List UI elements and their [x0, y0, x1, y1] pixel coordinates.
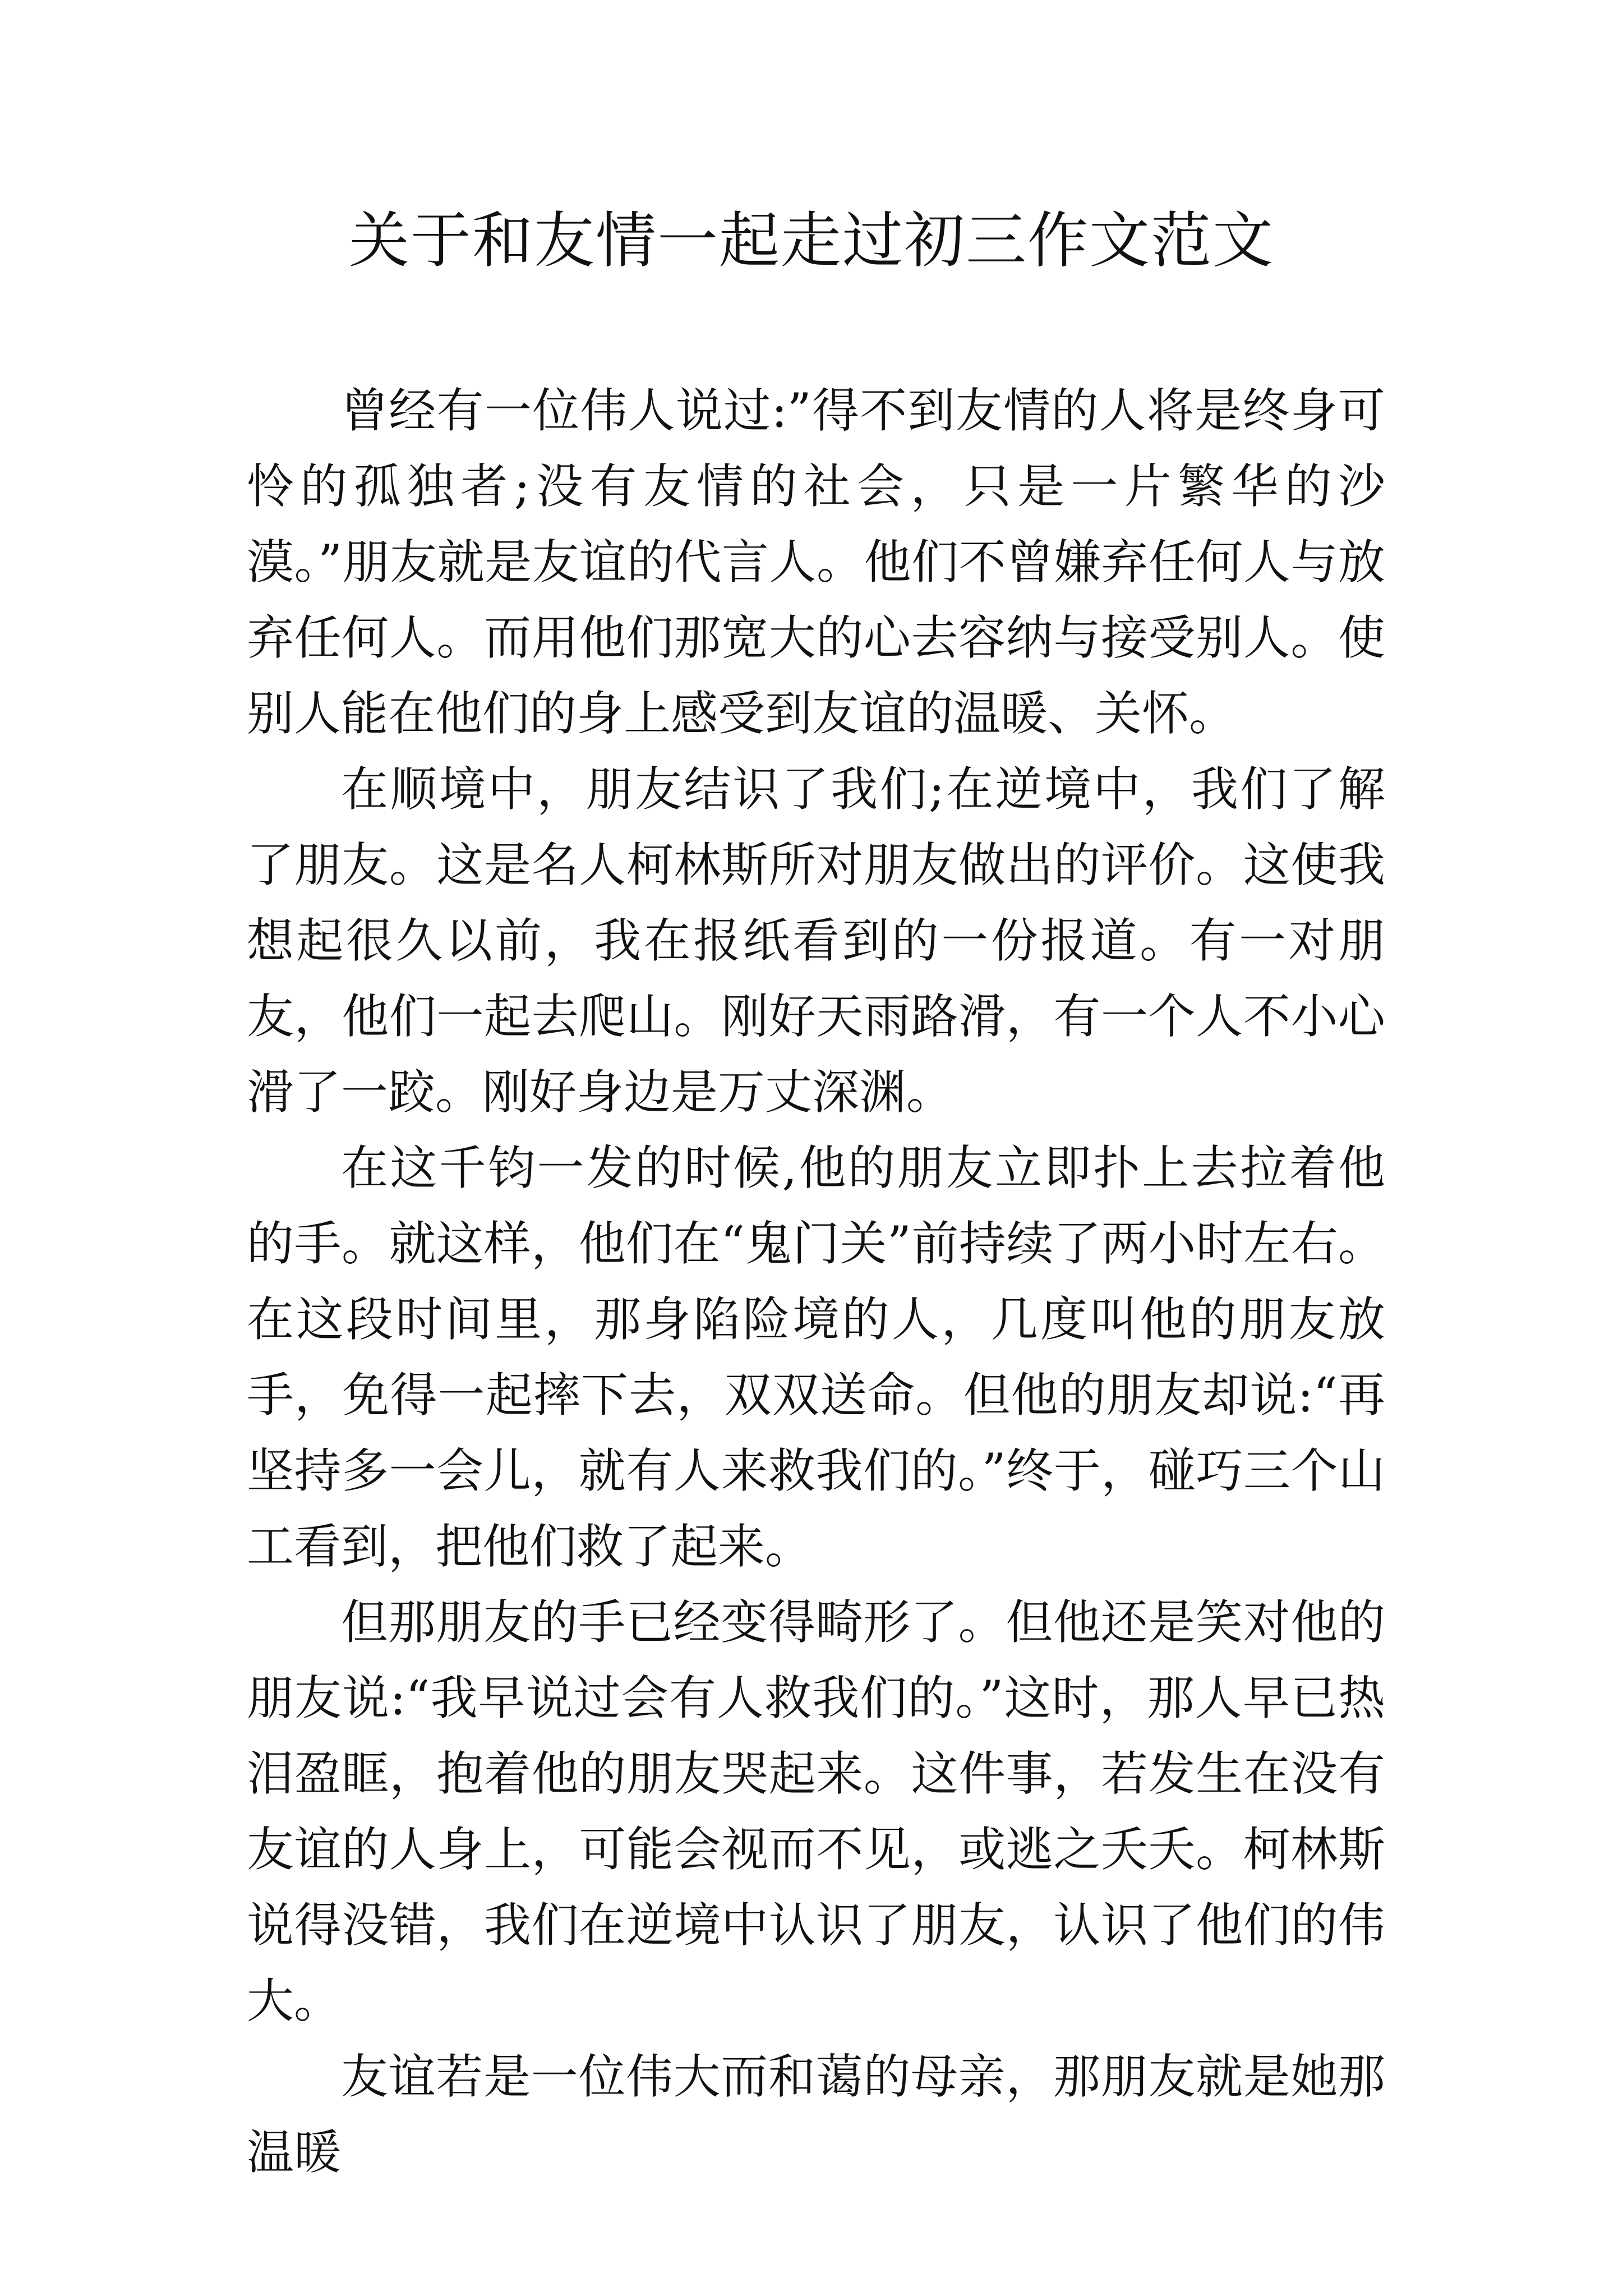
- paragraph-3: 在这千钧一发的时候,他的朋友立即扑上去拉着他的手。就这样，他们在“鬼门关”前持续了两小时左右。在这段时间里，那身陷险境的人，几度叫他的朋友放手，免得一起摔下去，双双送命。但他的朋友却说:“再坚持多一会儿，就有人来救我们的。”终于，碰巧三个山工看到，把他们救了起来。: [247, 1140, 1385, 1574]
- essay-body: [247, 373, 1385, 2191]
- paragraph-4: 但那朋友的手已经变得畸形了。但他还是笑对他的朋友说:“我早说过会有人救我们的。”这时，那人早已热泪盈眶，抱着他的朋友哭起来。这件事，若发生在没有友谊的人身上，可能会视而不见，或逃之夭夭。柯林斯说得没错，我们在逆境中认识了朋友，认识了他们的伟大。: [247, 1595, 1385, 2028]
- paragraph-5: 友谊若是一位伟大而和蔼的母亲，那朋友就是她那温暖: [247, 2049, 1385, 2180]
- paragraph-2: 在顺境中，朋友结识了我们;在逆境中，我们了解了朋友。这是名人柯林斯所对朋友做出的评价。这使我想起很久以前，我在报纸看到的一份报道。有一对朋友，他们一起去爬山。刚好天雨路滑，有一个人不小心滑了一跤。刚好身边是万丈深渊。: [247, 762, 1385, 1120]
- paragraph-1: 曾经有一位伟人说过:”得不到友情的人将是终身可怜的孤独者;没有友情的社会，只是一片繁华的沙漠。”朋友就是友谊的代言人。他们不曾嫌弃任何人与放弃任何人。而用他们那宽大的心去容纳与接受别人。使别人能在他们的身上感受到友谊的温暖、关怀。: [247, 383, 1385, 741]
- page-title: 关于和友情一起走过初三作文范文: [348, 206, 1274, 276]
